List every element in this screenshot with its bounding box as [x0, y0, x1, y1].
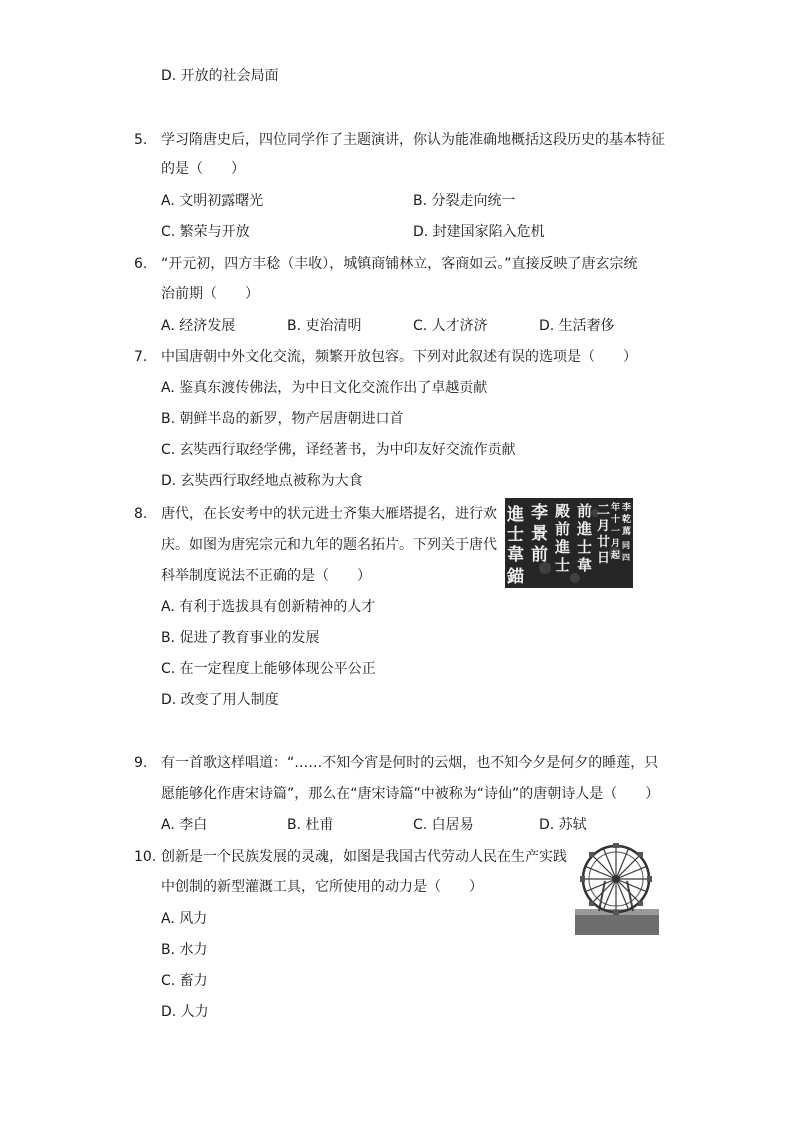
- stele-rubbing-graphic: [505, 498, 633, 588]
- q9-number: 9.: [134, 755, 148, 771]
- svg-text:一: 一: [611, 527, 621, 537]
- q6-option-d: D. 生活奢侈: [539, 318, 615, 334]
- q10-stem-line2: 中创制的新型灌溉工具，它所使用的动力是（ ）: [161, 879, 483, 895]
- svg-text:進: 進: [507, 505, 524, 525]
- svg-text:進: 進: [577, 520, 593, 538]
- svg-text:前: 前: [555, 520, 571, 538]
- svg-text:乾: 乾: [622, 515, 632, 525]
- q8-number: 8.: [134, 506, 148, 522]
- svg-text:錨: 錨: [507, 567, 524, 587]
- svg-text:進: 進: [555, 538, 571, 556]
- q10-option-c: C. 畜力: [161, 973, 208, 989]
- svg-text:韋: 韋: [507, 545, 524, 565]
- svg-text:年: 年: [611, 503, 621, 513]
- svg-text:李: 李: [622, 503, 632, 513]
- svg-text:日: 日: [597, 551, 611, 566]
- svg-text:士: 士: [577, 538, 593, 556]
- q7-option-c: C. 玄奘西行取经学佛，译经著书，为中印友好交流作贡献: [161, 442, 516, 458]
- q5-stem-line1: 学习隋唐史后，四位同学作了主题演讲，你认为能准确地概括这段历史的基本特征: [161, 132, 665, 148]
- svg-text:十: 十: [611, 515, 621, 525]
- q10-option-b: B. 水力: [161, 942, 208, 958]
- svg-text:李: 李: [531, 503, 548, 523]
- svg-text:月: 月: [611, 539, 621, 549]
- q7-option-a: A. 鉴真东渡传佛法，为中日文化交流作出了卓越贡献: [161, 380, 488, 396]
- stele-rubbing-image: [505, 498, 633, 588]
- svg-text:韋: 韋: [577, 556, 593, 574]
- q8-option-b: B. 促进了教育事业的发展: [161, 630, 320, 646]
- q10-option-a: A. 风力: [161, 911, 208, 927]
- svg-text:景: 景: [531, 524, 548, 544]
- water-wheel-graphic: [575, 841, 659, 935]
- q6-option-a: A. 经济发展: [161, 318, 236, 334]
- q7-stem: 中国唐朝中外文化交流，频繁开放包容。下列对此叙述有误的选项是（ ）: [161, 349, 637, 365]
- q9-option-d: D. 苏轼: [539, 817, 587, 833]
- svg-text:同: 同: [622, 540, 630, 550]
- q6-option-c: C. 人才济济: [413, 318, 488, 334]
- svg-text:月: 月: [597, 519, 611, 534]
- q8-option-c: C. 在一定程度上能够体现公平公正: [161, 661, 376, 677]
- svg-text:䔍: 䔍: [622, 527, 632, 537]
- q8-option-d: D. 改变了用人制度: [161, 692, 279, 708]
- svg-text:前: 前: [577, 502, 593, 520]
- q6-number: 6.: [134, 256, 148, 272]
- q10-option-d: D. 人力: [161, 1004, 209, 1020]
- q9-option-b: B. 杜甫: [287, 817, 334, 833]
- q8-stem-line3: 科举制度说法不正确的是（ ）: [161, 568, 371, 584]
- q9-option-c: C. 白居易: [413, 817, 474, 833]
- svg-text:士: 士: [555, 556, 571, 574]
- svg-text:起: 起: [611, 551, 621, 561]
- q8-option-a: A. 有利于选拔具有创新精神的人才: [161, 599, 376, 615]
- q5-option-c: C. 繁荣与开放: [161, 224, 250, 240]
- q6-option-b: B. 吏治清明: [287, 318, 362, 334]
- q5-number: 5.: [134, 132, 148, 148]
- q10-stem-line1: 创新是一个民族发展的灵魂，如图是我国古代劳动人民在生产实践: [161, 849, 567, 865]
- svg-text:士: 士: [507, 525, 524, 545]
- q6-stem-line1: “开元初，四方丰稔（丰收），城镇商铺林立，客商如云。”直接反映了唐玄宗统: [161, 256, 638, 272]
- q10-number: 10.: [134, 849, 157, 865]
- q5-stem-line2: 的是（ ）: [161, 161, 245, 177]
- q6-stem-line2: 治前期（ ）: [161, 286, 259, 302]
- svg-text:殿: 殿: [555, 502, 571, 520]
- water-wheel-image: [575, 841, 659, 935]
- q9-stem-line2: 愿能够化作唐宋诗篇”，那么在“唐宋诗篇”中被称为“诗仙”的唐朝诗人是（ ）: [161, 786, 660, 802]
- svg-text:廿: 廿: [597, 535, 611, 550]
- svg-text:前: 前: [531, 545, 548, 565]
- q7-number: 7.: [134, 349, 148, 365]
- q5-option-d: D. 封建国家陷入危机: [413, 224, 545, 240]
- q9-stem-line1: 有一首歌这样唱道：“……不知今宵是何时的云烟，也不知今夕是何夕的睡莲，只: [161, 755, 659, 771]
- q5-option-b: B. 分裂走向统一: [413, 193, 516, 209]
- q8-stem-line1: 唐代，在长安考中的状元进士齐集大雁塔提名，进行欢: [161, 506, 497, 522]
- q7-option-d: D. 玄奘西行取经地点被称为大食: [161, 473, 363, 489]
- q8-stem-line2: 庆。如图为唐宪宗元和九年的题名拓片。下列关于唐代: [161, 537, 497, 553]
- q7-option-b: B. 朝鲜半岛的新罗，物产居唐朝进口首: [161, 411, 404, 427]
- q5-option-a: A. 文明初露曙光: [161, 193, 264, 209]
- svg-text:四: 四: [622, 552, 630, 562]
- svg-text:二: 二: [597, 503, 611, 518]
- q9-option-a: A. 李白: [161, 817, 208, 833]
- q4-option-d: D. 开放的社会局面: [161, 68, 279, 84]
